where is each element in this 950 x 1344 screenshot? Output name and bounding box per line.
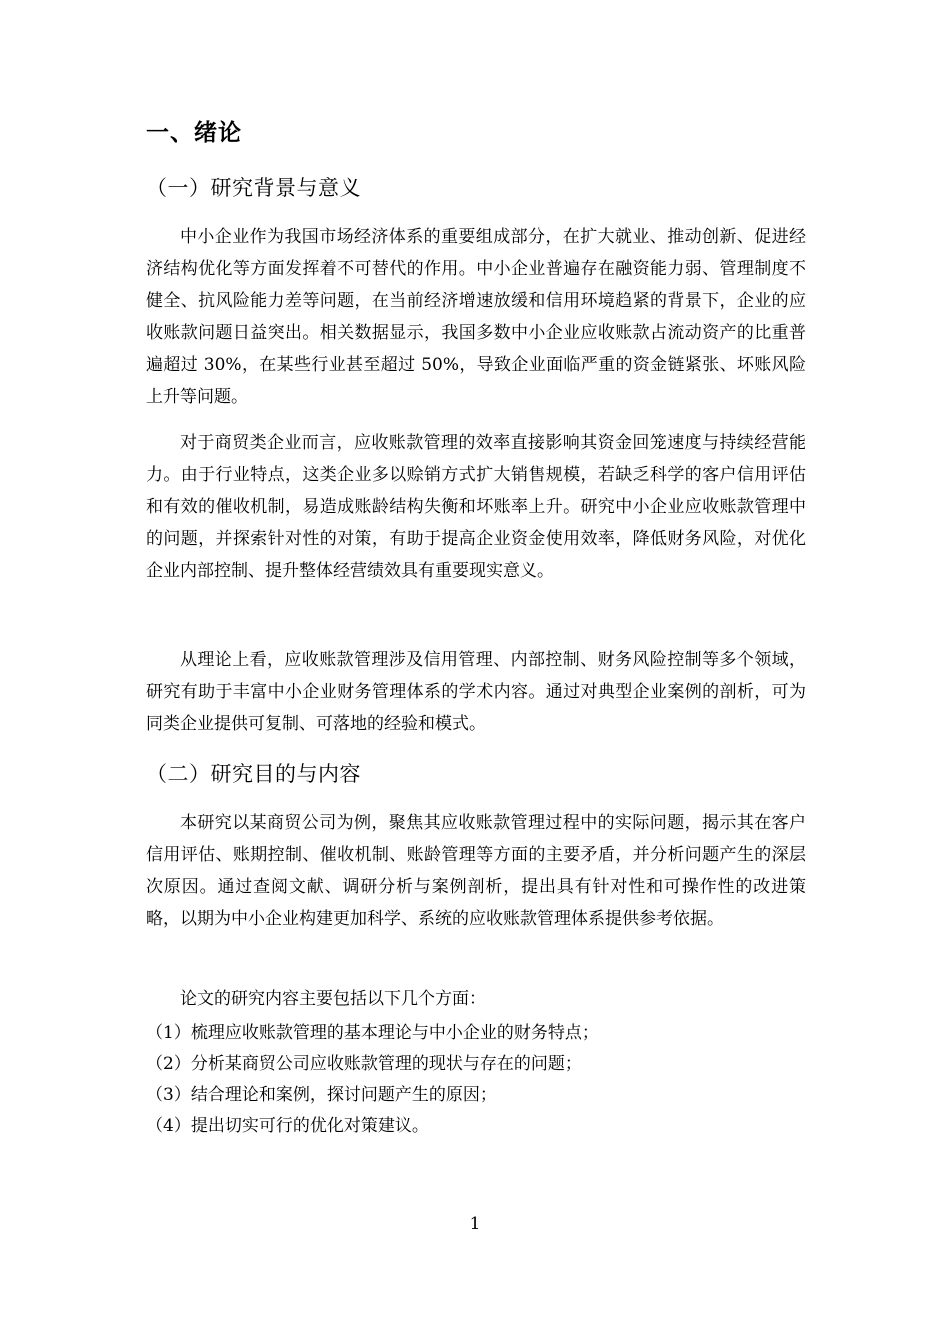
paragraph-background-2: 对于商贸类企业而言，应收账款管理的效率直接影响其资金回笼速度与持续经营能力。由于行业特点，这类企业多以赊销方式扩大销售规模，若缺乏科学的客户信用评估和有效的催收机制，易造成账龄结构失衡和坏账率上升。研究中小企业应收账款管理中的问题，并探索针对性的对策，有助于提高企业资金使用效率，降低财务风险，对优化企业内部控制、提升整体经营绩效具有重要现实意义。 xyxy=(146,433,806,581)
section-heading-purpose: （二）研究目的与内容 xyxy=(146,762,361,786)
paragraph-background-3: 从理论上看，应收账款管理涉及信用管理、内部控制、财务风险控制等多个领域，研究有助于丰富中小企业财务管理体系的学术内容。通过对典型企业案例的剖析，可为同类企业提供可复制、可落地的经验和模式。 xyxy=(146,650,806,734)
section-heading-background: （一）研究背景与意义 xyxy=(146,176,361,200)
chapter-heading: 一、绪论 xyxy=(146,120,242,146)
list-item: （1）梳理应收账款管理的基本理论与中小企业的财务特点； xyxy=(146,1023,599,1043)
paragraph-purpose-1: 本研究以某商贸公司为例，聚焦其应收账款管理过程中的实际问题，揭示其在客户信用评估、账期控制、催收机制、账龄管理等方面的主要矛盾，并分析问题产生的深层次原因。通过查阅文献、调研分析与案例剖析，提出具有针对性和可操作性的改进策略，以期为中小企业构建更加科学、系统的应收账款管理体系提供参考依据。 xyxy=(146,813,806,929)
paragraph-background-1: 中小企业作为我国市场经济体系的重要组成部分，在扩大就业、推动创新、促进经济结构优化等方面发挥着不可替代的作用。中小企业普遍存在融资能力弱、管理制度不健全、抗风险能力差等问题，在当前经济增速放缓和信用环境趋紧的背景下，企业的应收账款问题日益突出。相关数据显示，我国多数中小企业应收账款占流动资产的比重普遍超过 30%，在某些行业甚至超过 50%，导致企业面临严重的资金链紧张、坏账风险上升等问题。 xyxy=(146,227,806,407)
research-content-list xyxy=(146,1018,806,1142)
page-number: 1 xyxy=(469,1214,481,1234)
list-item: （2）分析某商贸公司应收账款管理的现状与存在的问题； xyxy=(146,1054,582,1074)
list-item: （4）提出切实可行的优化对策建议。 xyxy=(146,1116,429,1136)
paragraph-purpose-2: 论文的研究内容主要包括以下几个方面： xyxy=(180,989,486,1009)
list-item: （3）结合理论和案例，探讨问题产生的原因； xyxy=(146,1085,497,1105)
